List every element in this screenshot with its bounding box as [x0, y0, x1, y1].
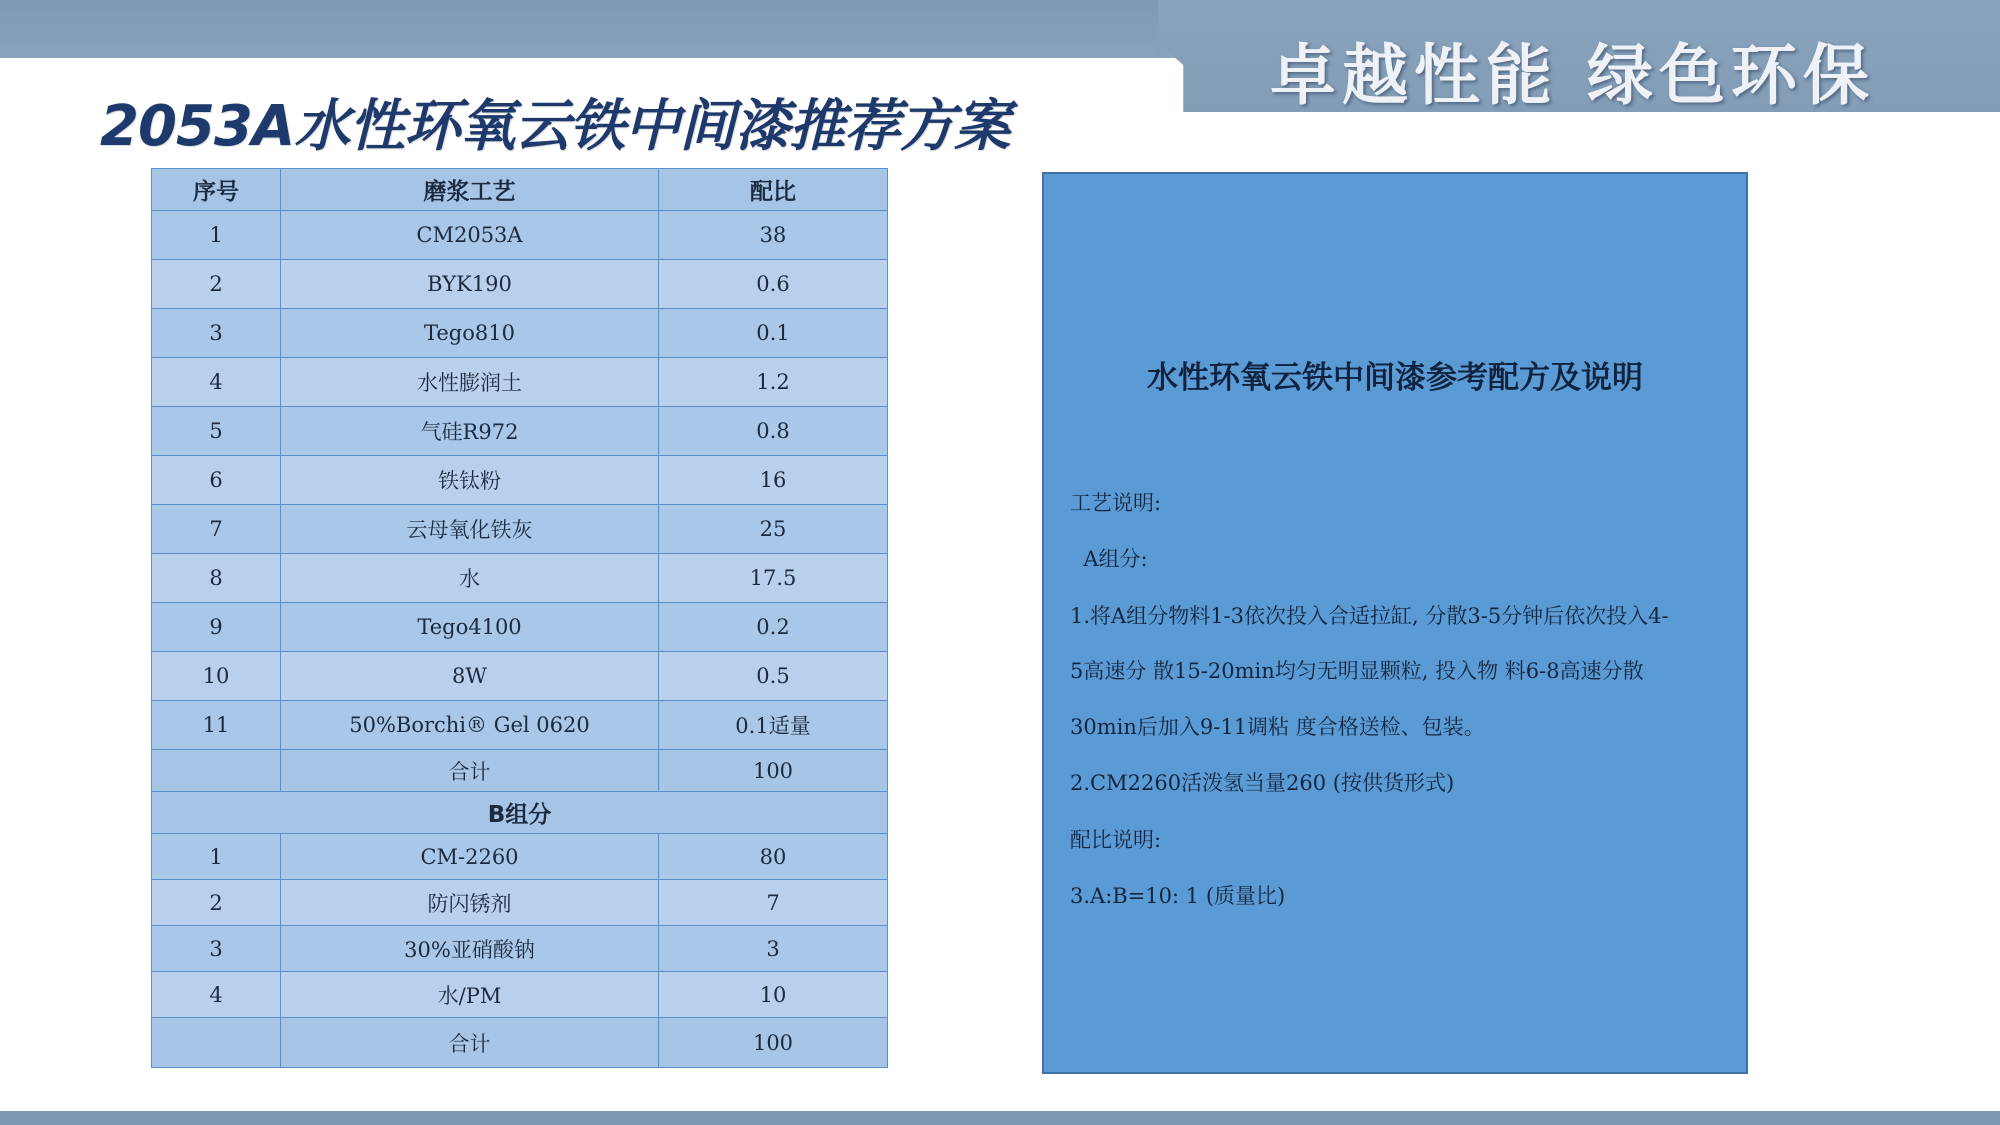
table-row [152, 260, 888, 309]
row-number: 7 [152, 505, 281, 554]
panel-line: 5高速分 散15-20min均匀无明显颗粒, 投入物 料6-8高速分散 [1070, 659, 1644, 683]
b-section-row [152, 792, 888, 834]
table-row [152, 407, 888, 456]
row-number [152, 1018, 281, 1068]
row-ratio: 3 [659, 926, 888, 972]
table-row [152, 456, 888, 505]
row-number: 4 [152, 358, 281, 407]
total-value: 100 [659, 750, 888, 792]
row-number: 9 [152, 603, 281, 652]
row-material: 防闪锈剂 [281, 880, 659, 926]
table-row [152, 309, 888, 358]
table-row [152, 834, 888, 880]
table-row [152, 211, 888, 260]
row-material: CM2053A [281, 211, 659, 260]
table-row [152, 880, 888, 926]
row-ratio: 7 [659, 880, 888, 926]
row-material: 30%亚硝酸钠 [281, 926, 659, 972]
table-row [152, 701, 888, 750]
row-number: 5 [152, 407, 281, 456]
table-row [152, 652, 888, 701]
panel-line: 3.A:B=10: 1 (质量比) [1070, 884, 1286, 908]
row-ratio: 38 [659, 211, 888, 260]
row-number: 6 [152, 456, 281, 505]
row-material: Tego4100 [281, 603, 659, 652]
page-title: 2053A水性环氧云铁中间漆推荐方案 [100, 94, 1010, 159]
row-ratio: 0.1 [659, 309, 888, 358]
panel-line: 2.CM2260活泼氢当量260 (按供货形式) [1070, 771, 1455, 795]
row-number: 2 [152, 260, 281, 309]
table-row [152, 505, 888, 554]
row-number: 11 [152, 701, 281, 750]
row-material: 50%Borchi® Gel 0620 [281, 701, 659, 750]
row-material: BYK190 [281, 260, 659, 309]
row-ratio: 0.6 [659, 260, 888, 309]
row-ratio: 25 [659, 505, 888, 554]
row-ratio: 80 [659, 834, 888, 880]
total-label: 合计 [281, 750, 659, 792]
b-total-row [152, 1018, 888, 1068]
header-process: 磨浆工艺 [281, 169, 659, 211]
total-value: 100 [659, 1018, 888, 1068]
row-number: 1 [152, 834, 281, 880]
row-number [152, 750, 281, 792]
row-ratio: 0.8 [659, 407, 888, 456]
row-material: CM-2260 [281, 834, 659, 880]
row-number: 1 [152, 211, 281, 260]
panel-line: A组分: [1070, 547, 1148, 571]
a-total-row [152, 750, 888, 792]
row-number: 2 [152, 880, 281, 926]
b-section-label: B组分 [152, 792, 888, 834]
table-header-row [152, 169, 888, 211]
row-material: Tego810 [281, 309, 659, 358]
row-ratio: 10 [659, 972, 888, 1018]
row-ratio: 16 [659, 456, 888, 505]
panel-line: 配比说明: [1070, 828, 1162, 852]
instructions-panel [1042, 172, 1748, 1074]
row-material: 8W [281, 652, 659, 701]
row-number: 10 [152, 652, 281, 701]
panel-line: 30min后加入9-11调粘 度合格送检、包装。 [1070, 715, 1485, 739]
row-ratio: 17.5 [659, 554, 888, 603]
row-material: 气硅R972 [281, 407, 659, 456]
table-row [152, 603, 888, 652]
footer-band [0, 1111, 2000, 1125]
header-no: 序号 [152, 169, 281, 211]
table-row [152, 554, 888, 603]
row-number: 3 [152, 926, 281, 972]
row-material: 水/PM [281, 972, 659, 1018]
panel-line: 1.将A组分物料1-3依次投入合适拉缸, 分散3-5分钟后依次投入4- [1070, 604, 1669, 628]
panel-line: 工艺说明: [1070, 491, 1162, 515]
panel-title: 水性环氧云铁中间漆参考配方及说明 [1147, 360, 1643, 396]
row-material: 铁钛粉 [281, 456, 659, 505]
slogan: 卓越性能 绿色环保 [1270, 37, 1875, 114]
row-number: 3 [152, 309, 281, 358]
row-ratio: 0.1适量 [659, 701, 888, 750]
row-ratio: 0.5 [659, 652, 888, 701]
row-ratio: 1.2 [659, 358, 888, 407]
table-row [152, 358, 888, 407]
row-number: 8 [152, 554, 281, 603]
row-material: 水性膨润土 [281, 358, 659, 407]
formula-table [151, 168, 887, 1068]
header-ratio: 配比 [659, 169, 888, 211]
table-row [152, 926, 888, 972]
row-ratio: 0.2 [659, 603, 888, 652]
row-material: 水 [281, 554, 659, 603]
table-row [152, 972, 888, 1018]
total-label: 合计 [281, 1018, 659, 1068]
row-material: 云母氧化铁灰 [281, 505, 659, 554]
row-number: 4 [152, 972, 281, 1018]
